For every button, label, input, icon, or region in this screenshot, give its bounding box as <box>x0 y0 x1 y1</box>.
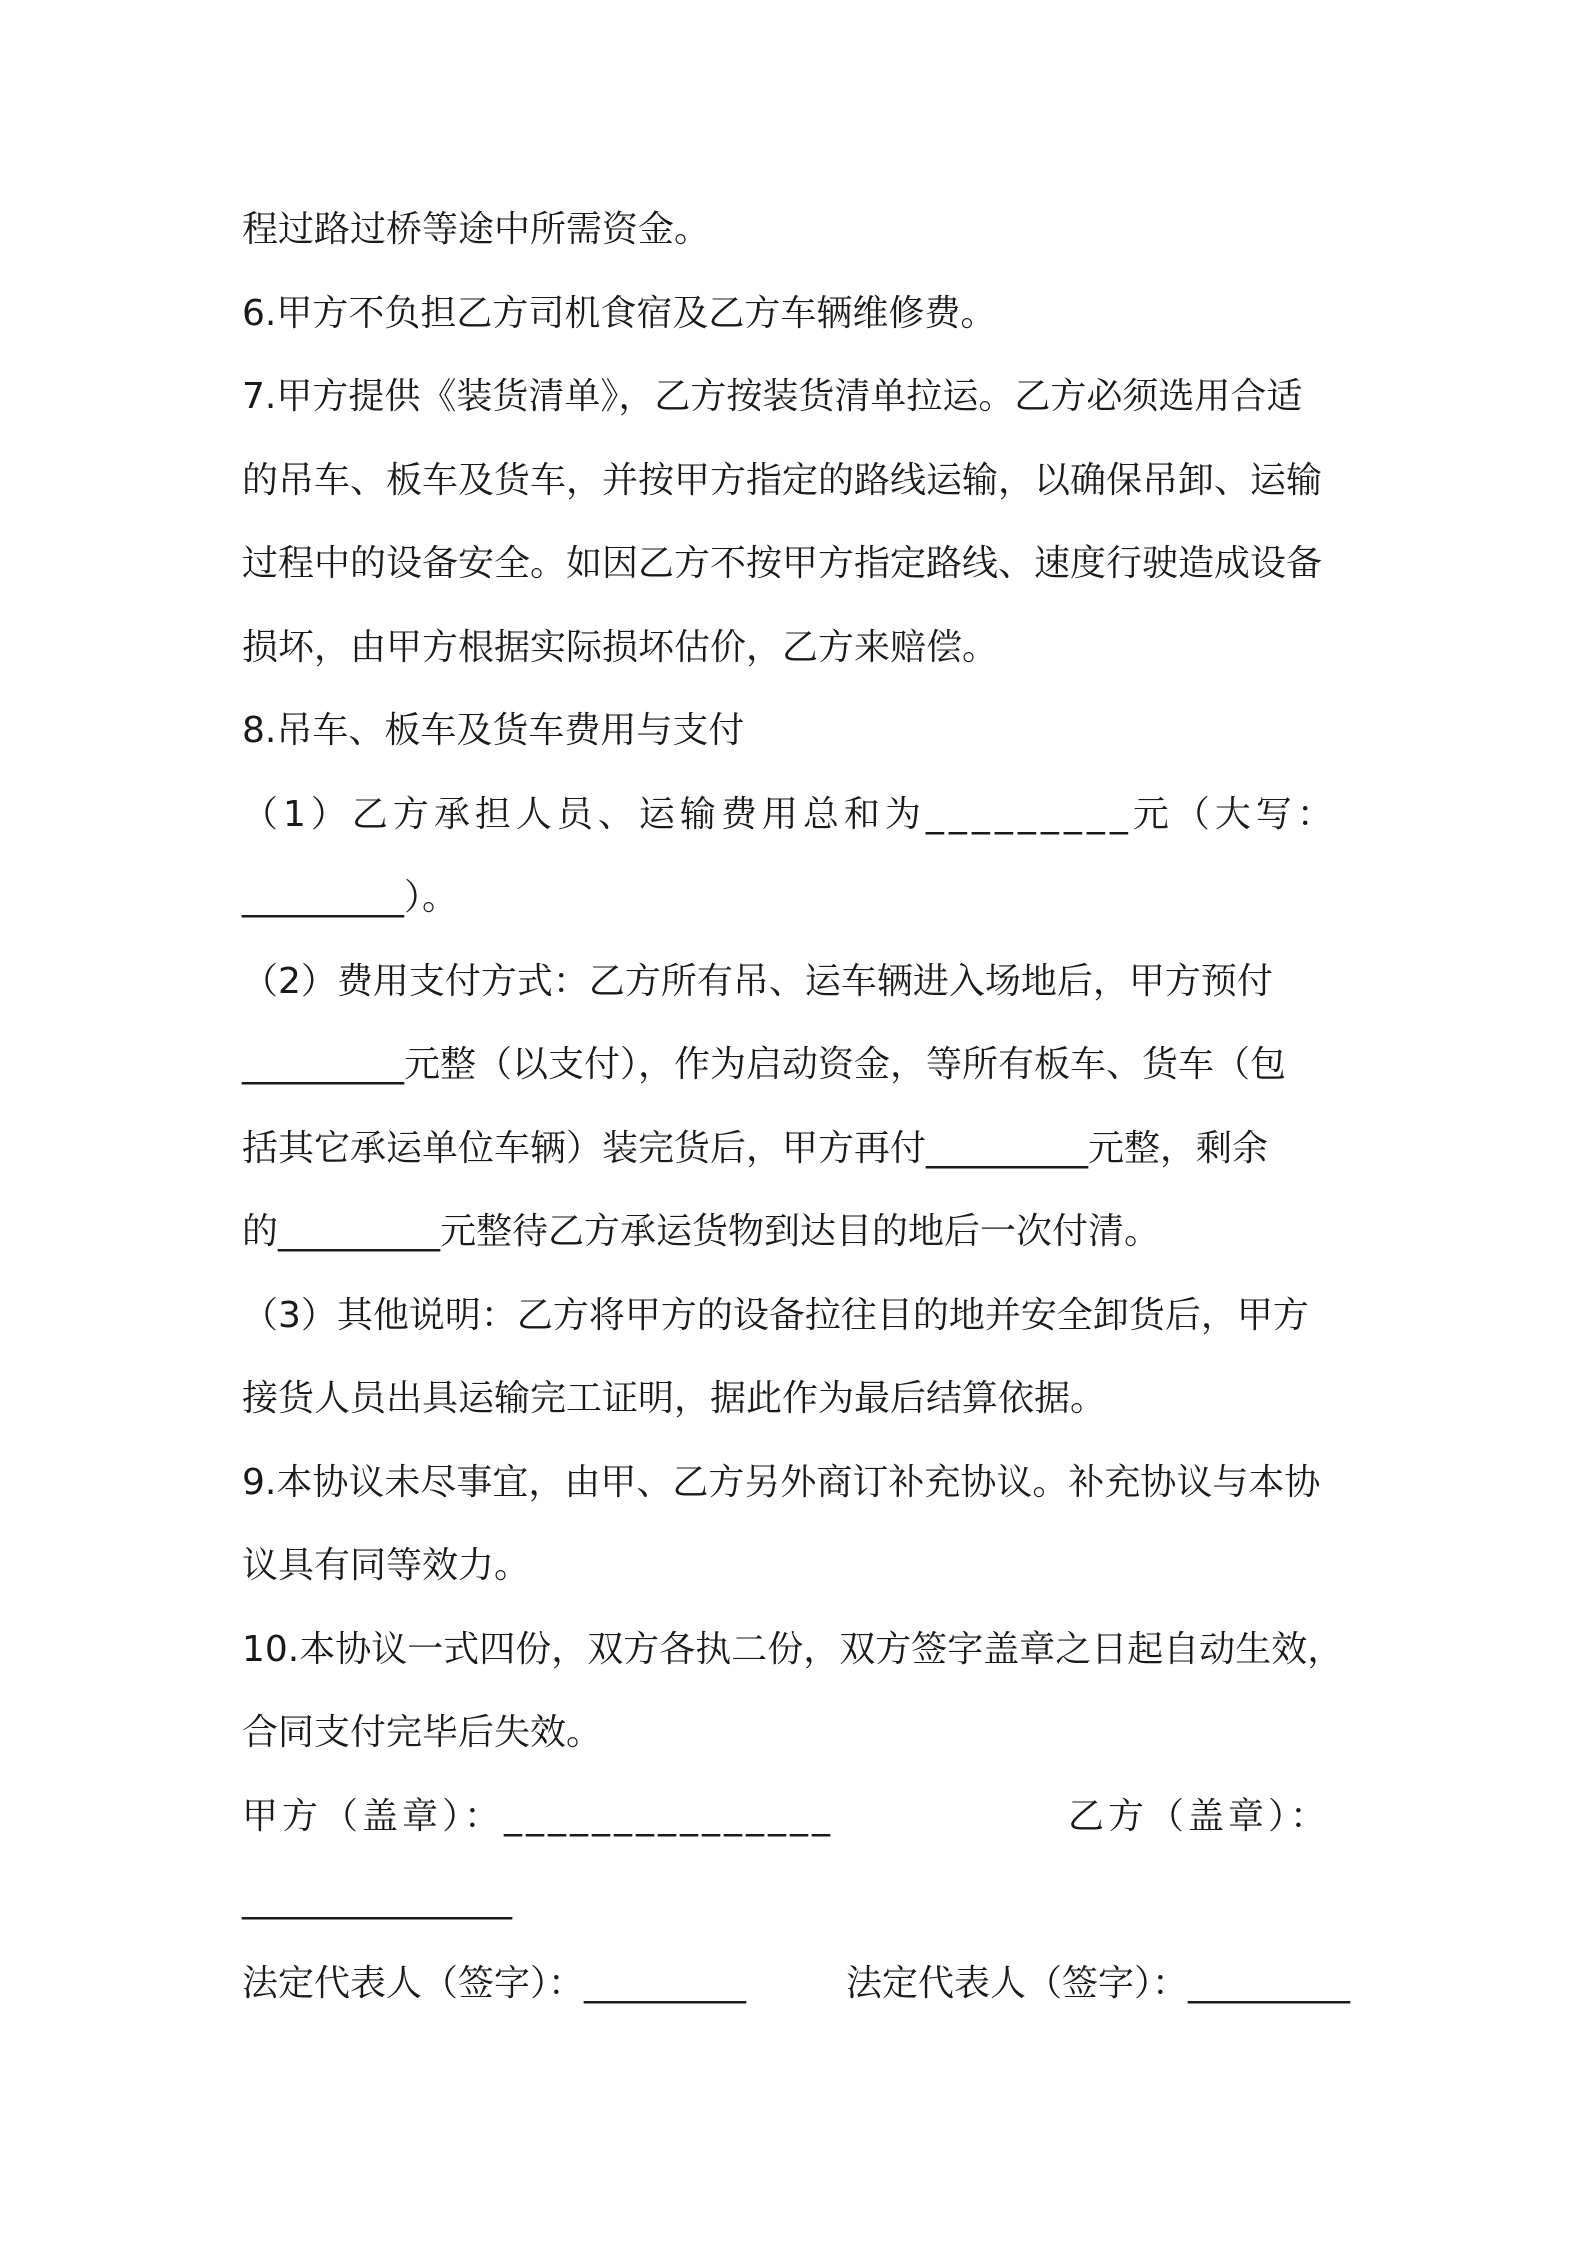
clause-7: 7.甲方提供《装货清单》，乙方按装货清单拉运。乙方必须选用合适 <box>242 376 1303 417</box>
clause-9: 9.本协议未尽事宜，由甲、乙方另外商订补充协议。补充协议与本协 <box>242 1462 1321 1503</box>
party-b-seal-label: 乙方（盖章）： <box>1068 1796 1331 1837</box>
paragraph-line: 合同支付完毕后失效。 <box>242 1712 603 1753</box>
clause-8-item-1: （1）乙方承担人员、运输费用总和为_________元（大写： <box>242 794 1338 835</box>
party-b-seal-blank: _______________ <box>242 1879 512 1920</box>
party-b-representative-signature: 法定代表人（签字）：_________ <box>846 1963 1351 2004</box>
paragraph-line: 过程中的设备安全。如因乙方不按甲方指定路线、速度行驶造成设备 <box>242 543 1323 584</box>
paragraph-line: 括其它承运单位车辆）装完货后，甲方再付_________元整，剩余 <box>242 1128 1269 1169</box>
party-a-seal-field: 甲方（盖章）：_______________ <box>242 1796 835 1837</box>
paragraph-line: 损坏，由甲方根据实际损坏估价，乙方来赔偿。 <box>242 627 999 668</box>
clause-8-item-2: （2）费用支付方式：乙方所有吊、运车辆进入场地后，甲方预付 <box>242 961 1273 1002</box>
clause-10: 10.本协议一式四份，双方各执二份，双方签字盖章之日起自动生效， <box>242 1629 1344 1670</box>
paragraph-line: 的吊车、板车及货车，并按甲方指定的路线运输，以确保吊卸、运输 <box>242 460 1323 501</box>
party-a-representative-signature: 法定代表人（签字）：_________ <box>242 1963 747 2004</box>
paragraph-line: _________）。 <box>242 877 459 918</box>
clause-8-heading: 8.吊车、板车及货车费用与支付 <box>242 710 745 751</box>
clause-6: 6.甲方不负担乙方司机食宿及乙方车辆维修费。 <box>242 293 997 334</box>
paragraph-line: 的_________元整待乙方承运货物到达目的地后一次付清。 <box>242 1211 1161 1252</box>
clause-8-item-3: （3）其他说明：乙方将甲方的设备拉往目的地并安全卸货后，甲方 <box>242 1295 1309 1336</box>
paragraph-line: 接货人员出具运输完工证明，据此作为最后结算依据。 <box>242 1378 1107 1419</box>
paragraph-line: _________元整（以支付），作为启动资金，等所有板车、货车（包 <box>242 1044 1287 1085</box>
paragraph-line: 议具有同等效力。 <box>242 1545 531 1586</box>
paragraph-line: 程过路过桥等途中所需资金。 <box>242 209 711 250</box>
